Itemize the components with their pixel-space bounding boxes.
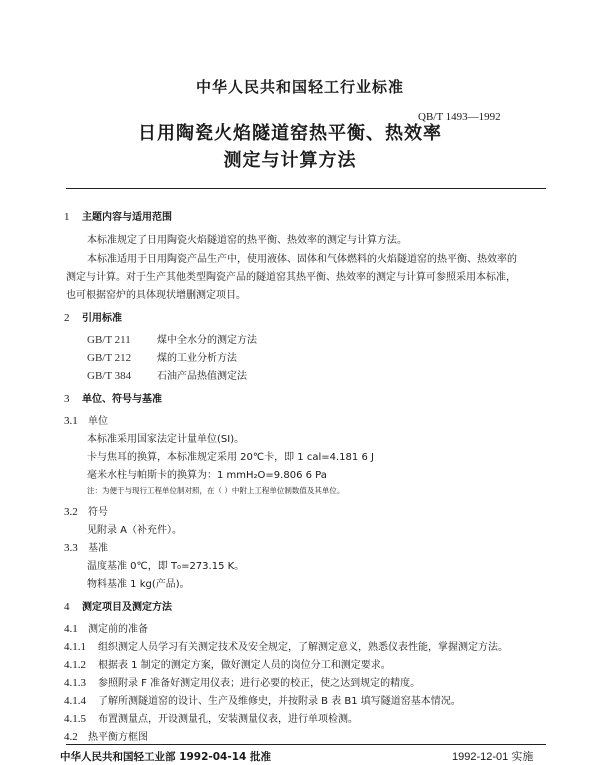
reference-code: GB/T 211 xyxy=(87,334,131,346)
subsection-4-2-heading xyxy=(64,728,148,743)
list-item xyxy=(64,638,508,653)
paragraph: 本标准采用国家法定计量单位(SI)。 xyxy=(87,434,245,445)
reference-code: GB/T 212 xyxy=(87,352,132,364)
list-item xyxy=(64,710,358,725)
subsection-title: 基准 xyxy=(88,543,108,554)
subsection-title: 测定前的准备 xyxy=(88,624,148,635)
paragraph-line: 也可根据窑炉的具体现状增删测定项目。 xyxy=(66,290,246,301)
item-text: 根据表 1 制定的测定方案，做好测定人员的岗位分工和测定要求。 xyxy=(98,660,391,671)
paragraph-line: 测定与计算。对于生产其他类型陶瓷产品的隧道窑其热平衡、热效率的测定与计算可参照采用本标准， xyxy=(66,272,516,283)
item-number: 4.1.3 xyxy=(64,677,86,689)
subsection-number: 3.1 xyxy=(64,415,78,427)
reference-item xyxy=(87,331,257,346)
subsection-4-1-heading xyxy=(64,620,148,635)
subsection-3-3-heading xyxy=(64,539,108,554)
item-number: 4.1.4 xyxy=(64,695,86,707)
item-number: 4.1.5 xyxy=(64,713,86,725)
section-title: 单位、符号与基准 xyxy=(82,394,162,405)
reference-code: GB/T 384 xyxy=(87,370,132,382)
approval-info: 中华人民共和国轻工业部 1992-04-14 批准 xyxy=(60,751,271,763)
subsection-title: 热平衡方框图 xyxy=(88,732,148,743)
paragraph: 温度基准 0℃，即 T₀=273.15 K。 xyxy=(87,561,245,572)
item-number: 4.1.1 xyxy=(64,641,86,653)
header-divider xyxy=(66,188,546,189)
item-text: 组织测定人员学习有关测定技术及安全规定，了解测定意义，熟悉仪表性能，掌握测定方法。 xyxy=(98,642,508,653)
note: 注：为便于与现行工程单位制对照，在（ ）中附上工程单位制数值及其单位。 xyxy=(87,486,345,495)
reference-item xyxy=(87,367,247,382)
item-number: 4.1.2 xyxy=(64,659,86,671)
standard-number: QB/T 1493—1992 xyxy=(418,111,501,123)
list-item xyxy=(64,656,391,671)
subsection-number: 4.2 xyxy=(64,731,78,743)
subsection-number: 3.2 xyxy=(64,506,78,518)
subsection-number: 4.1 xyxy=(64,623,78,635)
paragraph: 见附录 A（补充件）。 xyxy=(87,525,183,536)
section-number: 4 xyxy=(64,601,70,613)
subsection-3-1-heading xyxy=(64,412,108,427)
subsection-title: 单位 xyxy=(88,416,108,427)
section-2-heading xyxy=(64,309,122,324)
paragraph: 本标准规定了日用陶瓷火焰隧道窑的热平衡、热效率的测定与计算方法。 xyxy=(87,235,407,246)
document-title-line2: 测定与计算方法 xyxy=(223,150,357,171)
section-number: 2 xyxy=(64,312,70,324)
issuing-authority: 中华人民共和国轻工行业标准 xyxy=(195,78,404,96)
reference-name: 石油产品热值测定法 xyxy=(157,371,247,382)
list-item xyxy=(64,692,461,707)
section-number: 1 xyxy=(64,211,70,223)
subsection-title: 符号 xyxy=(88,507,108,518)
section-number: 3 xyxy=(64,393,70,405)
subsection-3-2-heading xyxy=(64,503,108,518)
item-text: 参照附录 F 准备好测定用仪表；进行必要的校正，使之达到规定的精度。 xyxy=(98,678,421,689)
item-text: 了解所测隧道窑的设计、生产及维修史，并按附录 B 表 B1 填写隧道窑基本情况。 xyxy=(98,696,461,707)
item-text: 布置测量点，开设测量孔，安装测量仪表，进行单项检测。 xyxy=(98,714,358,725)
subsection-number: 3.3 xyxy=(64,542,78,554)
paragraph-line: 本标准适用于日用陶瓷产品生产中，使用液体、固体和气体燃料的火焰隧道窑的热平衡、热效率的 xyxy=(87,254,517,265)
section-4-heading xyxy=(64,598,172,613)
reference-item xyxy=(87,349,237,364)
section-3-heading xyxy=(64,390,162,405)
section-title: 引用标准 xyxy=(82,313,122,324)
list-item xyxy=(64,674,420,689)
implementation-date: 1992-12-01 实施 xyxy=(452,751,534,763)
section-1-heading xyxy=(64,208,172,223)
reference-name: 煤的工业分析方法 xyxy=(157,353,237,364)
paragraph: 毫米水柱与帕斯卡的换算为：1 mmH₂O=9.806 6 Pa xyxy=(87,470,327,481)
section-title: 主题内容与适用范围 xyxy=(82,212,172,223)
reference-name: 煤中全水分的测定方法 xyxy=(157,335,257,346)
paragraph: 物料基准 1 kg(产品)。 xyxy=(87,579,190,590)
paragraph: 卡与焦耳的换算，本标准规定采用 20℃卡，即 1 cal=4.181 6 J xyxy=(87,452,374,463)
footer-divider xyxy=(66,744,546,745)
document-title-line1: 日用陶瓷火焰隧道窑热平衡、热效率 xyxy=(138,123,442,144)
section-title: 测定项目及测定方法 xyxy=(82,602,172,613)
